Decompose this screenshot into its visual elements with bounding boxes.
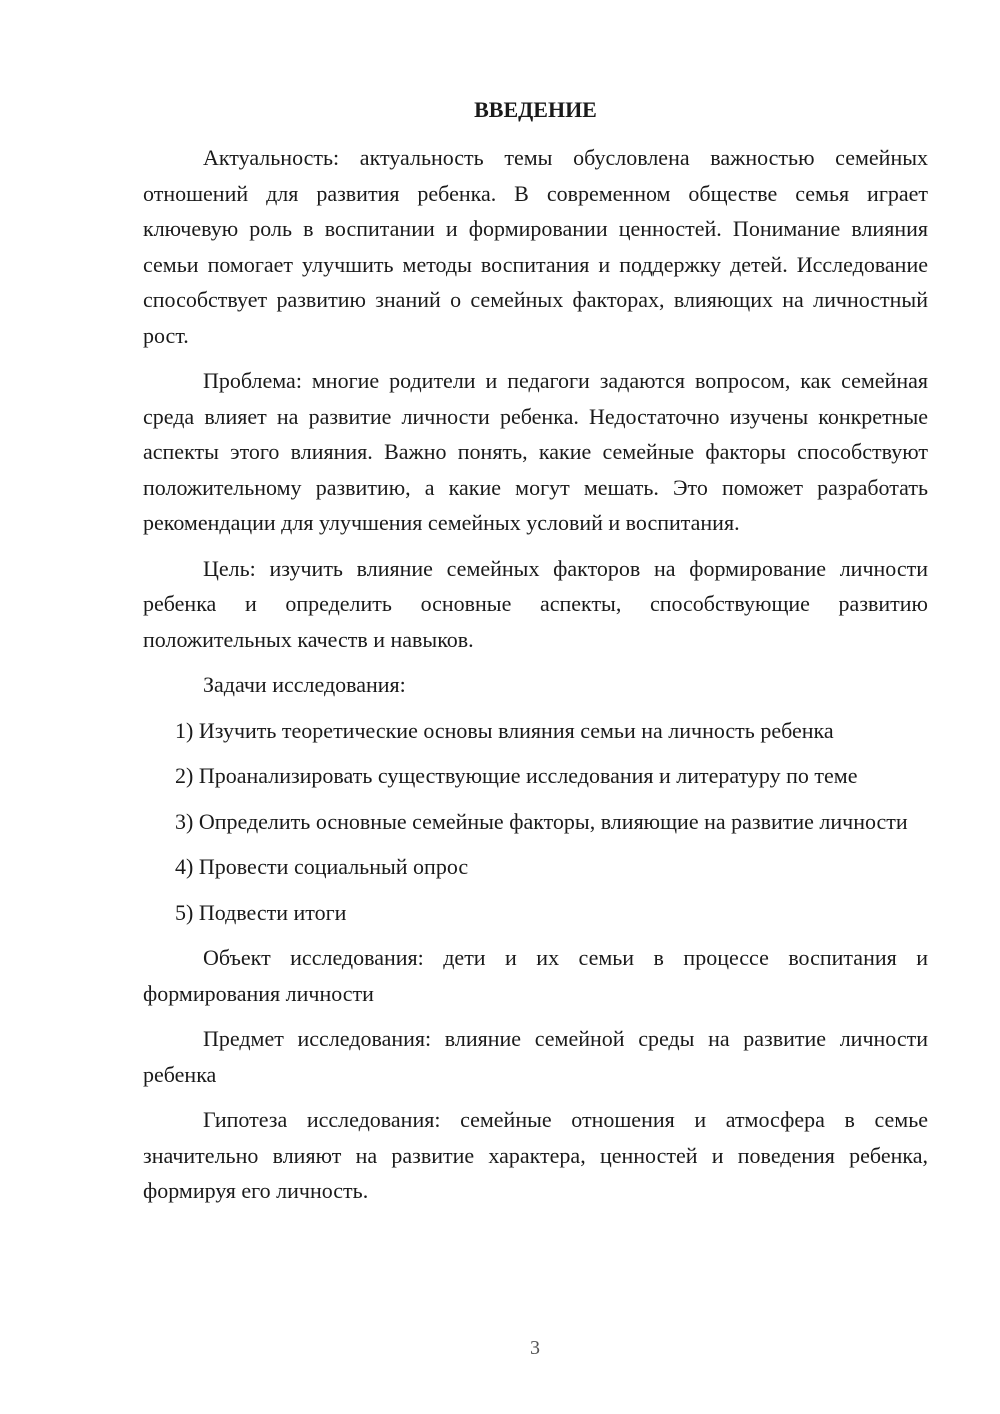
paragraph-subject: Предмет исследования: влияние семейной среды на развитие личности ребенка [143,1026,928,1087]
list-item-task-1: 1) Изучить теоретические основы влияния семьи на личность ребенка [175,717,834,743]
list-item-task-2: 2) Проанализировать существующие исследования и литературу по теме [175,763,858,788]
paragraph-relevance: Актуальность: актуальность темы обусловлена важностью семейных отношений для развития ребенка. В современном обществе семья играет ключевую роль в воспитании и формировании ценностей. Понимание влияния семьи помогает улучшить методы воспитания и поддержку детей. Исследование способствует развитию знаний о семейных факторах, влияющих на личностный рост. [143,145,928,348]
list-item-task-4: 4) Провести социальный опрос [175,854,469,879]
document-page [143,96,928,1219]
paragraph-goal: Цель: изучить влияние семейных факторов на формирование личности ребенка и определить основные аспекты, способствующие развитию положительных качеств и навыков. [143,555,928,652]
paragraph-object: Объект исследования: дети и их семьи в процессе воспитания и формирования личности [143,945,928,1006]
list-item-task-3: 3) Определить основные семейные факторы, влияющие на развитие личности [175,808,908,834]
paragraph-tasks-heading: Задачи исследования: [203,672,406,697]
paragraph-problem: Проблема: многие родители и педагоги задаются вопросом, как семейная среда влияет на развитие личности ребенка. Недостаточно изучены конкретные аспекты этого влияния. Важно понять, какие семейные факторы способствуют положительному развитию, а какие могут мешать. Это поможет разработать рекомендации для улучшения семейных условий и воспитания. [143,368,928,535]
page-number: 3 [530,1337,540,1359]
paragraph-hypothesis: Гипотеза исследования: семейные отношения и атмосфера в семье значительно влияют на развитие характера, ценностей и поведения ребенка, формируя его личность. [143,1107,928,1203]
page-title: ВВЕДЕНИЕ [474,97,597,122]
list-item-task-5: 5) Подвести итоги [175,899,347,925]
